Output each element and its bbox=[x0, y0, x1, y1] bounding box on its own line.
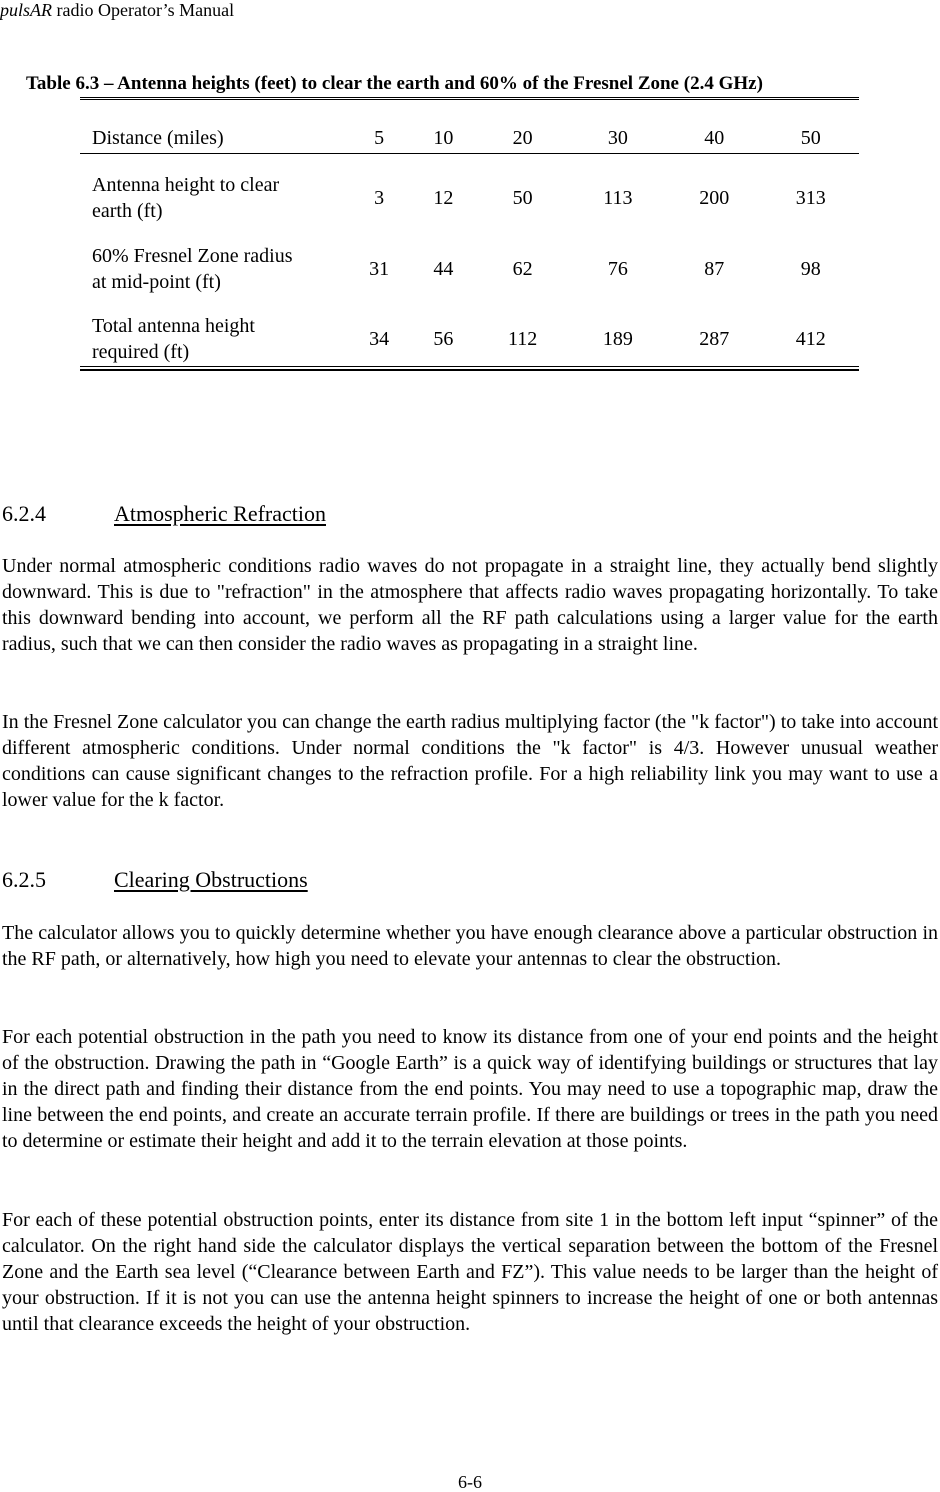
paragraph: For each of these potential obstruction points, enter its distance from site 1 in the bottom left input “spinner” of the calculator. On the right hand side the calculator displays the vertical separation between the bottom of the Fresnel Zone and the Earth sea level (“Clearance between Earth and FZ”). This value needs to be larger than the height of your obstruction. If it is not you can use the antenna height spinners to increase the height of one or both antennas until that clearance exceeds the height of your obstruction. bbox=[2, 1209, 938, 1335]
value-cell: 76 bbox=[607, 257, 628, 280]
table-row bbox=[80, 153, 859, 234]
section-title: Atmospheric Refraction bbox=[114, 501, 326, 526]
table-caption: Table 6.3 – Antenna heights (feet) to clear the earth and 60% of the Fresnel Zone (2.4 GHz) bbox=[26, 73, 763, 94]
paragraph: For each potential obstruction in the path you need to know its distance from one of your end points and the height of the obstruction. Drawing the path in “Google Earth” is a quick way of identifying buildings or structures that lay in the direct path and finding their distance from the end points. You may need to use a topographic map, draw the line between the end points, and create an accurate terrain profile. If there are buildings or trees in the path you need to determine or estimate their height and add it to the terrain elevation at those points. bbox=[2, 1026, 938, 1152]
running-header bbox=[0, 0, 234, 20]
distance-cell: 10 bbox=[411, 125, 475, 153]
manual-title: radio Operator’s Manual bbox=[56, 0, 235, 20]
value-cell: 313 bbox=[795, 186, 826, 209]
value-cell: 189 bbox=[602, 327, 633, 350]
distance-cell: 5 bbox=[347, 125, 411, 153]
section-number: 6.2.5 bbox=[2, 867, 46, 892]
distance-cell: 30 bbox=[570, 125, 666, 153]
row-label-line: 60% Fresnel Zone radius bbox=[92, 244, 293, 267]
value-cell: 31 bbox=[369, 257, 390, 280]
brand-name: pulsAR bbox=[0, 0, 52, 20]
value-cell: 62 bbox=[512, 257, 533, 280]
value-cell: 412 bbox=[795, 327, 826, 350]
paragraph: The calculator allows you to quickly determine whether you have enough clearance above a particular obstruction in the RF path, or alternatively, how high you need to elevate your antennas to clear the obstruction. bbox=[2, 922, 938, 970]
value-cell: 287 bbox=[699, 327, 730, 350]
value-cell: 98 bbox=[800, 257, 821, 280]
value-cell: 112 bbox=[507, 327, 538, 350]
value-cell: 200 bbox=[699, 186, 730, 209]
section-number: 6.2.4 bbox=[2, 501, 46, 526]
table-row bbox=[80, 234, 859, 304]
antenna-heights-table bbox=[80, 125, 859, 374]
row-label-line: earth (ft) bbox=[92, 199, 163, 222]
distance-cell: 50 bbox=[763, 125, 859, 153]
value-cell: 56 bbox=[433, 327, 454, 350]
table-row bbox=[80, 304, 859, 374]
row-label bbox=[80, 304, 347, 374]
value-cell: 3 bbox=[374, 186, 385, 209]
row-label-line: Antenna height to clear bbox=[92, 173, 280, 196]
row-label bbox=[80, 234, 347, 304]
paragraph: Under normal atmospheric conditions radio waves do not propagate in a straight line, they actually bend slightly downward. This is due to "refraction" in the atmosphere that affects radio waves propagating horizontally. To take this downward bending into account, we perform all the RF path calculations using a larger value for the earth radius, such that we can then consider the radio waves as propagating in a straight line. bbox=[2, 555, 938, 655]
value-cell: 12 bbox=[433, 186, 454, 209]
table-bottom-rule bbox=[80, 366, 859, 371]
row-label-line: at mid-point (ft) bbox=[92, 270, 221, 293]
section-heading-6-2-4 bbox=[2, 501, 326, 527]
row-label-line: Total antenna height bbox=[92, 314, 255, 337]
distance-header: Distance (miles) bbox=[80, 125, 347, 153]
distance-cell: 20 bbox=[476, 125, 570, 153]
section-heading-6-2-5 bbox=[2, 867, 308, 893]
value-cell: 87 bbox=[704, 257, 725, 280]
value-cell: 34 bbox=[369, 327, 390, 350]
caption-rule bbox=[80, 97, 859, 100]
value-cell: 113 bbox=[603, 186, 633, 209]
section-title: Clearing Obstructions bbox=[114, 867, 308, 892]
distance-cell: 40 bbox=[666, 125, 762, 153]
value-cell: 44 bbox=[433, 257, 454, 280]
row-label bbox=[80, 153, 347, 234]
page-number: 6-6 bbox=[458, 1472, 482, 1492]
row-label-line: required (ft) bbox=[92, 340, 190, 363]
value-cell: 50 bbox=[512, 186, 533, 209]
paragraph: In the Fresnel Zone calculator you can change the earth radius multiplying factor (the "k factor") to take into account different atmospheric conditions. Under normal conditions the "k factor" is 4/3. However unusual weather conditions can cause significant changes to the refraction profile. For a high reliability link you may want to use a lower value for the k factor. bbox=[2, 711, 938, 811]
table-header-row bbox=[80, 125, 859, 153]
